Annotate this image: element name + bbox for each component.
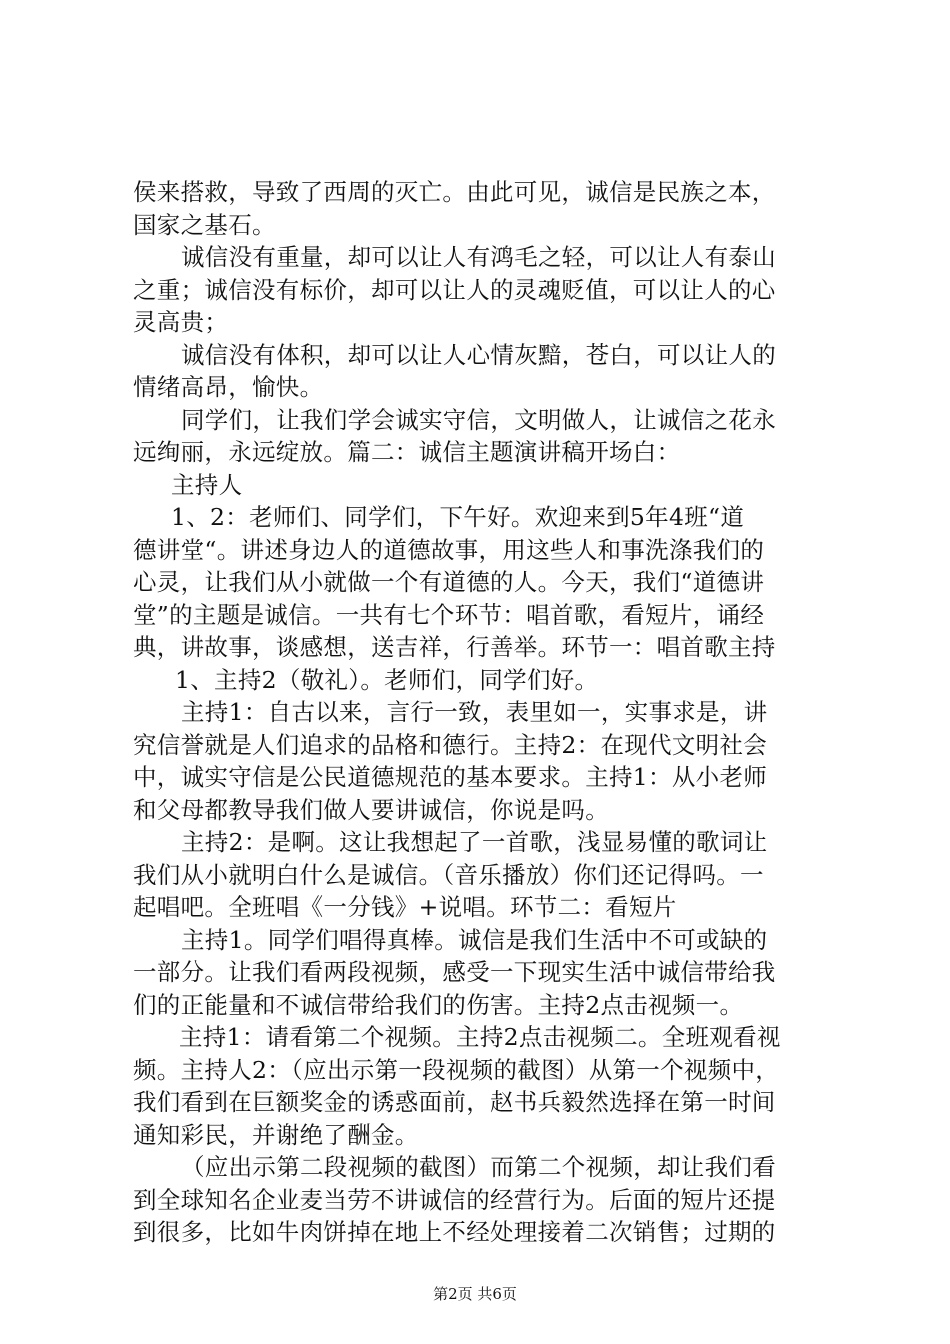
text-line: 侯来搭救，导致了西周的灭亡。由此可见，诚信是民族之本， bbox=[133, 178, 776, 206]
text-line: 一部分。让我们看两段视频，感受一下现实生活中诚信带给我 bbox=[133, 958, 776, 986]
text-line: 之重；诚信没有标价，却可以让人的灵魂贬值，可以让人的心 bbox=[133, 275, 776, 304]
text-line: 诚信没有重量，却可以让人有鸿毛之轻，可以让人有泰山 bbox=[181, 243, 776, 271]
text-line: 1、2：老师们、同学们，下午好。欢迎来到5年4班“道 bbox=[171, 503, 745, 531]
text-line: 通知彩民，并谢绝了酬金。 bbox=[133, 1120, 419, 1149]
text-line: 诚信没有体积，却可以让人心情灰黯，苍白，可以让人的 bbox=[181, 340, 776, 369]
text-line: 主持1：自古以来，言行一致，表里如一，实事求是，讲 bbox=[181, 698, 768, 726]
page-number-footer: 第2页 共6页 bbox=[433, 1285, 517, 1303]
text-line: 频。主持人2：（应出示第一段视频的截图）从第一个视频中， bbox=[133, 1055, 780, 1084]
text-line: 堂”的主题是诚信。一共有七个环节：唱首歌，看短片，诵经 bbox=[133, 600, 765, 629]
text-line: （应出示第二段视频的截图）而第二个视频，却让我们看 bbox=[181, 1153, 776, 1181]
text-line: 主持人 bbox=[171, 470, 243, 499]
text-line: 到很多，比如牛肉饼掉在地上不经处理接着二次销售；过期的 bbox=[133, 1218, 776, 1246]
text-line: 灵高贵； bbox=[133, 308, 229, 336]
text-line: 主持1：请看第二个视频。主持2点击视频二。全班观看视 bbox=[179, 1023, 781, 1051]
text-line: 德讲堂“。讲述身边人的道德故事，用这些人和事洗涤我们的 bbox=[133, 535, 765, 564]
text-line: 远绚丽，永远绽放。篇二：诚信主题演讲稿开场白： bbox=[133, 438, 681, 466]
text-line: 主持2：是啊。这让我想起了一首歌，浅显易懂的歌词让 bbox=[181, 828, 768, 856]
text-line: 们的正能量和不诚信带给我们的伤害。主持2点击视频一。 bbox=[133, 990, 744, 1019]
text-line: 中，诚实守信是公民道德规范的基本要求。主持1：从小老师 bbox=[133, 763, 768, 791]
text-line: 到全球知名企业麦当劳不讲诚信的经营行为。后面的短片还提 bbox=[133, 1185, 776, 1214]
text-line: 同学们，让我们学会诚实守信，文明做人，让诚信之花永 bbox=[181, 405, 776, 434]
text-line: 我们从小就明白什么是诚信。（音乐播放）你们还记得吗。一 bbox=[133, 860, 764, 889]
document-body bbox=[133, 176, 833, 1249]
text-line: 究信誉就是人们追求的品格和德行。主持2：在现代文明社会 bbox=[133, 730, 768, 759]
text-line: 主持1。同学们唱得真棒。诚信是我们生活中不可或缺的 bbox=[181, 925, 768, 954]
text-line: 和父母都教导我们做人要讲诚信，你说是吗。 bbox=[133, 795, 609, 824]
text-line: 起唱吧。全班唱《一分钱》+说唱。环节二：看短片 bbox=[133, 893, 677, 921]
text-line: 典，讲故事，谈感想，送吉祥，行善举。环节一：唱首歌主持 bbox=[133, 633, 776, 661]
text-line: 1、主持2（敬礼）。老师们，同学们好。 bbox=[175, 665, 599, 694]
text-line: 国家之基石。 bbox=[133, 210, 276, 239]
text-line: 情绪高昂，愉快。 bbox=[133, 373, 324, 401]
text-line: 心灵，让我们从小就做一个有道德的人。今天，我们“道德讲 bbox=[133, 568, 765, 596]
text-line: 我们看到在巨额奖金的诱惑面前，赵书兵毅然选择在第一时间 bbox=[133, 1088, 776, 1116]
